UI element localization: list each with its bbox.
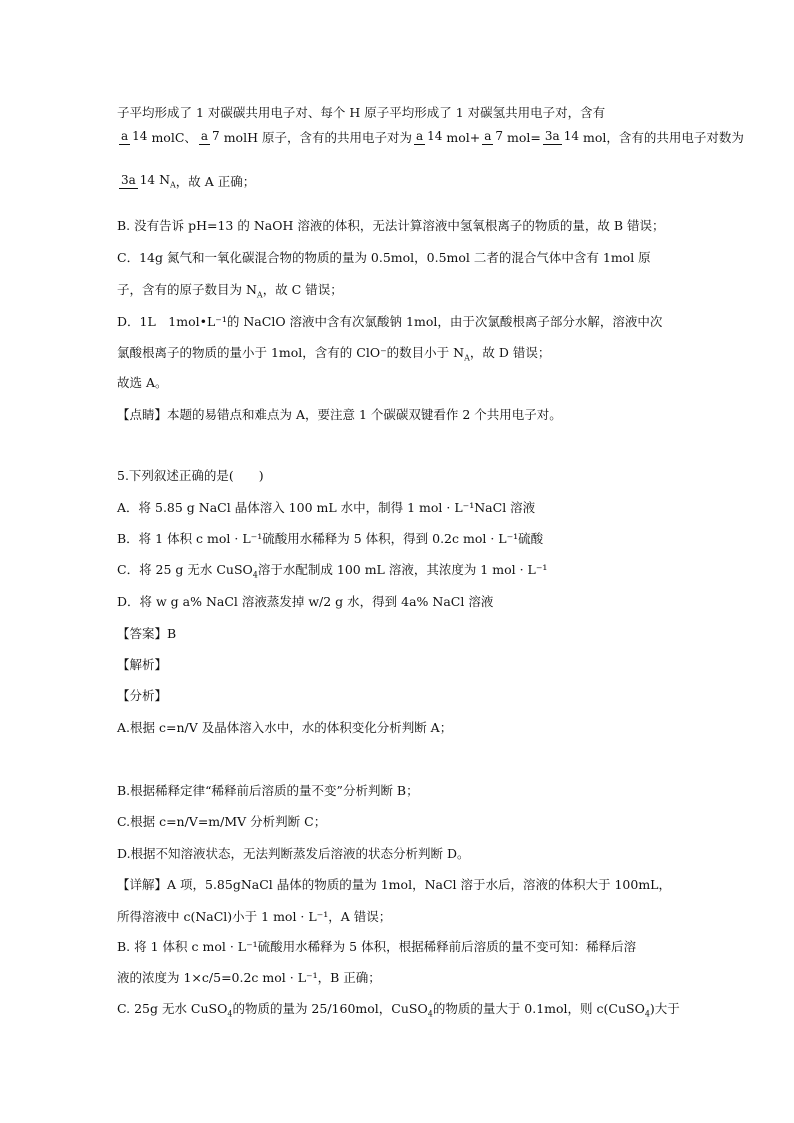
option-a: A．将 5.85 g NaCl 晶体溶入 100 mL 水中，制得 1 mol · L⁻¹NaCl 溶液 <box>117 500 536 515</box>
text-line: 【详解】A 项，5.85gNaCl 晶体的物质的量为 1mol，NaCl 溶于水后，溶液的体积大于 100mL， <box>117 877 671 892</box>
text-line: B. 没有告诉 pH=13 的 NaOH 溶液的体积，无法计算溶液中氢氧根离子的物质的量，故 B 错误； <box>117 218 665 233</box>
fraction: a 14 <box>121 129 148 143</box>
text-line: C.根据 c=n/V=m/MV 分析判断 C； <box>117 814 327 829</box>
text-line: C. 25g 无水 CuSO$_4$的物质的量为 25/160mol，CuSO$_4$的物质的量大于 0.1mol，则 c(CuSO$_4$)大于 <box>117 1001 680 1019</box>
text-span: mol+ <box>446 129 481 145</box>
text-line: 子平均形成了 1 对碳碳共用电子对、每个 H 原子平均形成了 1 对碳氢共用电子对，含有 <box>117 105 606 120</box>
fraction: a 14 <box>415 129 443 143</box>
text-span: ，故 A 正确； <box>175 174 256 189</box>
text-line: D.根据不知溶液状态，无法判断蒸发后溶液的状态分析判断 D。 <box>117 846 470 861</box>
option-d: D．将 w g a% NaCl 溶液蒸发掉 w/2 g 水，得到 4a% NaCl 溶液 <box>117 594 494 609</box>
text-line: 氯酸根离子的物质的量小于 1mol，含有的 ClO⁻的数目小于 $N_A$，故 D 错误； <box>117 345 551 363</box>
text-line: B. 将 1 体积 c mol · L⁻¹硫酸用水稀释为 5 体积，根据稀释前后溶质的量不变可知：稀释后溶 <box>117 939 637 954</box>
text-span: molC、 <box>151 130 197 145</box>
answer-label: 【答案】B <box>117 626 177 641</box>
text-line: B.根据稀释定律“稀释前后溶质的量不变”分析判断 B； <box>117 783 419 798</box>
text-line: 液的浓度为 1×c/5=0.2c mol · L⁻¹，B 正确； <box>117 970 381 985</box>
analysis-label: 【解析】 <box>117 657 168 672</box>
question-title: 5.下列叙述正确的是( ) <box>117 468 264 483</box>
fraction: a 7 <box>200 129 220 143</box>
fraction: 3a 14 <box>121 173 156 187</box>
text-line: D．1L 1mol•L⁻¹的 NaClO 溶液中含有次氯酸钠 1mol，由于次氯酸根离子部分水解，溶液中次 <box>117 314 663 329</box>
text-line: 所得溶液中 c(NaCl)小于 1 mol · L⁻¹，A 错误； <box>117 909 392 924</box>
text-line: A.根据 c=n/V 及晶体溶入水中，水的体积变化分析判断 A； <box>117 720 453 735</box>
math-line <box>117 172 255 190</box>
text-span: molH 原子，含有的共用电子对为 <box>223 130 412 145</box>
option-b: B．将 1 体积 c mol · L⁻¹硫酸用水稀释为 5 体积，得到 0.2c mol · L⁻¹硫酸 <box>117 531 544 546</box>
text-line: 故选 A。 <box>117 375 168 390</box>
tip-line: 【点睛】本题的易错点和难点为 A，要注意 1 个碳碳双键看作 2 个共用电子对。 <box>117 407 562 422</box>
option-c: C．将 25 g 无水 CuSO$_4$溶于水配制成 100 mL 溶液，其浓度为 1 mol · L⁻¹ <box>117 562 548 580</box>
text-line: 子，含有的原子数目为 $N_A$，故 C 错误； <box>117 282 343 300</box>
fraction: 3a 14 <box>544 129 579 143</box>
text-span: mol，含有的共用电子对数为 <box>582 130 744 145</box>
text-span: $N_A$ <box>159 172 176 190</box>
fenxi-label: 【分析】 <box>117 688 168 703</box>
text-span: mol= <box>507 129 541 145</box>
text-line: C．14g 氮气和一氧化碳混合物的物质的量为 0.5mol，0.5mol 二者的混合气体中含有 1mol 原 <box>117 250 651 265</box>
fraction: a 7 <box>484 129 504 143</box>
math-line <box>117 128 744 146</box>
